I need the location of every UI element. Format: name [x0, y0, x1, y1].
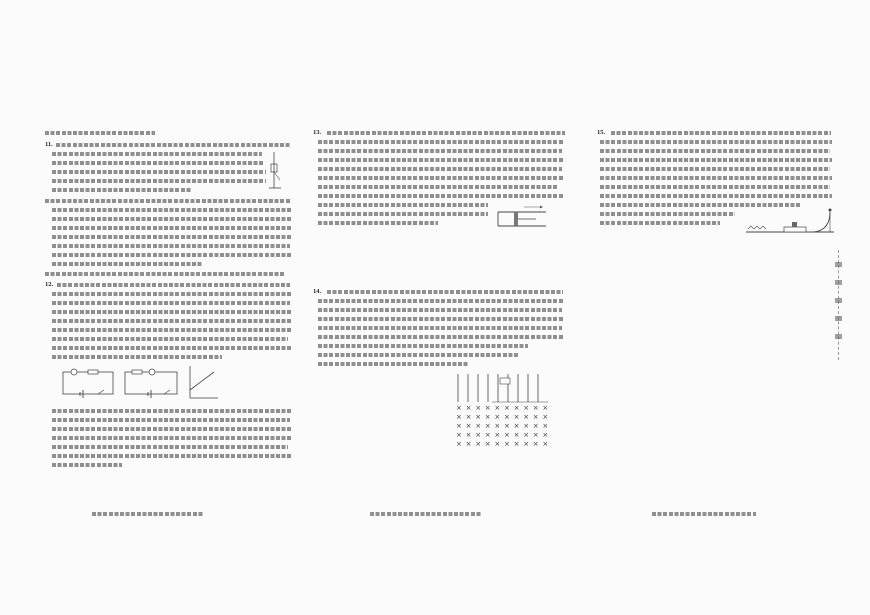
field-symbol: × — [523, 422, 530, 430]
field-symbol: × — [465, 431, 472, 439]
text-line — [600, 140, 832, 144]
text-line — [318, 299, 564, 303]
field-symbol: × — [504, 404, 510, 412]
text-line — [45, 199, 290, 203]
text-line — [52, 301, 290, 305]
text-line — [318, 335, 564, 339]
text-line — [52, 235, 292, 239]
text-line — [318, 362, 468, 366]
question-number-15: 15. — [597, 129, 606, 136]
text-line — [318, 317, 564, 321]
field-symbol: × — [542, 440, 549, 448]
text-line — [318, 353, 518, 357]
text-line — [327, 131, 565, 135]
field-symbol: × — [484, 440, 491, 448]
text-line — [52, 310, 292, 314]
text-line — [57, 283, 290, 287]
seal-mark — [835, 316, 842, 321]
text-line — [52, 253, 292, 257]
text-line — [600, 176, 832, 180]
text-line — [52, 152, 262, 156]
field-symbol: × — [513, 413, 520, 421]
field-symbol: × — [513, 431, 520, 439]
seal-mark — [835, 334, 842, 339]
text-line — [318, 167, 562, 171]
text-line — [52, 179, 266, 183]
field-symbol: × — [513, 404, 520, 412]
question-number-14: 14. — [313, 288, 322, 295]
text-line — [52, 226, 292, 230]
field-symbol: × — [504, 413, 510, 421]
text-line — [52, 337, 288, 341]
text-line — [318, 221, 438, 225]
field-symbol: × — [465, 404, 472, 412]
text-line — [318, 185, 558, 189]
text-line — [52, 355, 222, 359]
field-symbol: × — [456, 422, 462, 430]
field-symbol: × — [465, 440, 472, 448]
field-symbol: × — [542, 431, 549, 439]
field-symbol: × — [504, 422, 510, 430]
question-number-11: 11. — [45, 141, 53, 148]
field-symbol: × — [494, 440, 501, 448]
field-symbol: × — [523, 413, 530, 421]
text-line — [52, 244, 290, 248]
field-symbol: × — [475, 440, 482, 448]
text-line — [370, 512, 482, 516]
field-symbol: × — [456, 404, 462, 412]
text-line — [318, 326, 562, 330]
field-symbol: × — [484, 413, 491, 421]
text-line — [600, 221, 720, 225]
text-line — [56, 143, 290, 147]
text-line — [52, 208, 292, 212]
field-symbol: × — [456, 440, 462, 448]
field-symbol: × — [475, 404, 482, 412]
circuit-diagram-a — [60, 366, 118, 400]
text-line — [600, 212, 735, 216]
text-line — [52, 409, 292, 413]
text-line — [318, 176, 564, 180]
text-line — [52, 445, 288, 449]
text-line — [52, 328, 292, 332]
field-symbol: × — [504, 431, 510, 439]
text-line — [318, 212, 488, 216]
field-symbol: × — [523, 431, 530, 439]
field-symbol: × — [513, 422, 520, 430]
text-line — [92, 512, 204, 516]
field-symbol: × — [542, 413, 549, 421]
text-line — [318, 308, 562, 312]
field-diagram — [452, 372, 552, 404]
field-symbol: × — [532, 413, 539, 421]
field-symbol: × — [532, 440, 539, 448]
field-symbol: × — [513, 440, 520, 448]
text-line — [600, 194, 832, 198]
field-symbol: × — [484, 422, 491, 430]
field-symbol: × — [532, 431, 539, 439]
text-line — [318, 344, 528, 348]
field-symbol: × — [504, 440, 510, 448]
field-symbol: × — [542, 404, 549, 412]
field-symbol: × — [542, 422, 549, 430]
text-line — [327, 290, 563, 294]
apparatus-figure — [266, 150, 286, 192]
field-symbol: × — [484, 431, 491, 439]
text-line — [600, 149, 830, 153]
field-symbol: × — [494, 413, 501, 421]
text-line — [600, 158, 832, 162]
seal-mark — [835, 262, 842, 267]
seal-mark — [835, 298, 842, 303]
text-line — [600, 167, 830, 171]
field-symbol: × — [494, 431, 501, 439]
field-symbol: × — [532, 422, 539, 430]
text-line — [45, 131, 155, 135]
cylinder-piston-figure — [496, 204, 548, 234]
text-line — [318, 203, 488, 207]
text-line — [52, 454, 292, 458]
field-symbol: × — [523, 404, 530, 412]
text-line — [318, 158, 564, 162]
seal-mark — [835, 280, 842, 285]
text-line — [52, 161, 264, 165]
field-symbol: × — [523, 440, 530, 448]
text-line — [318, 194, 564, 198]
text-line — [52, 217, 292, 221]
text-line — [52, 262, 202, 266]
text-line — [52, 188, 192, 192]
field-symbol: × — [456, 431, 462, 439]
text-line — [52, 427, 292, 431]
text-line — [318, 140, 564, 144]
text-line — [52, 292, 292, 296]
field-symbol: × — [456, 413, 462, 421]
text-line — [652, 512, 756, 516]
field-symbol: × — [494, 422, 501, 430]
question-number-12: 12. — [45, 281, 54, 288]
track-figure — [744, 206, 836, 238]
line-graph-figure — [186, 364, 220, 402]
text-line — [600, 203, 800, 207]
field-symbol: × — [532, 404, 539, 412]
text-line — [52, 319, 292, 323]
text-line — [52, 346, 292, 350]
text-line — [52, 418, 290, 422]
text-line — [52, 170, 266, 174]
text-line — [52, 463, 122, 467]
text-line — [600, 185, 830, 189]
field-symbol: × — [465, 422, 472, 430]
field-symbol: × — [494, 404, 501, 412]
field-symbol: × — [475, 413, 482, 421]
field-symbol: × — [484, 404, 491, 412]
question-number-13: 13. — [313, 129, 322, 136]
text-line — [318, 149, 562, 153]
field-symbol: × — [465, 413, 472, 421]
field-symbol: × — [475, 431, 482, 439]
circuit-diagram-b — [122, 366, 182, 400]
text-line — [52, 436, 292, 440]
text-line — [45, 272, 285, 276]
field-symbol: × — [475, 422, 482, 430]
text-line — [611, 131, 831, 135]
